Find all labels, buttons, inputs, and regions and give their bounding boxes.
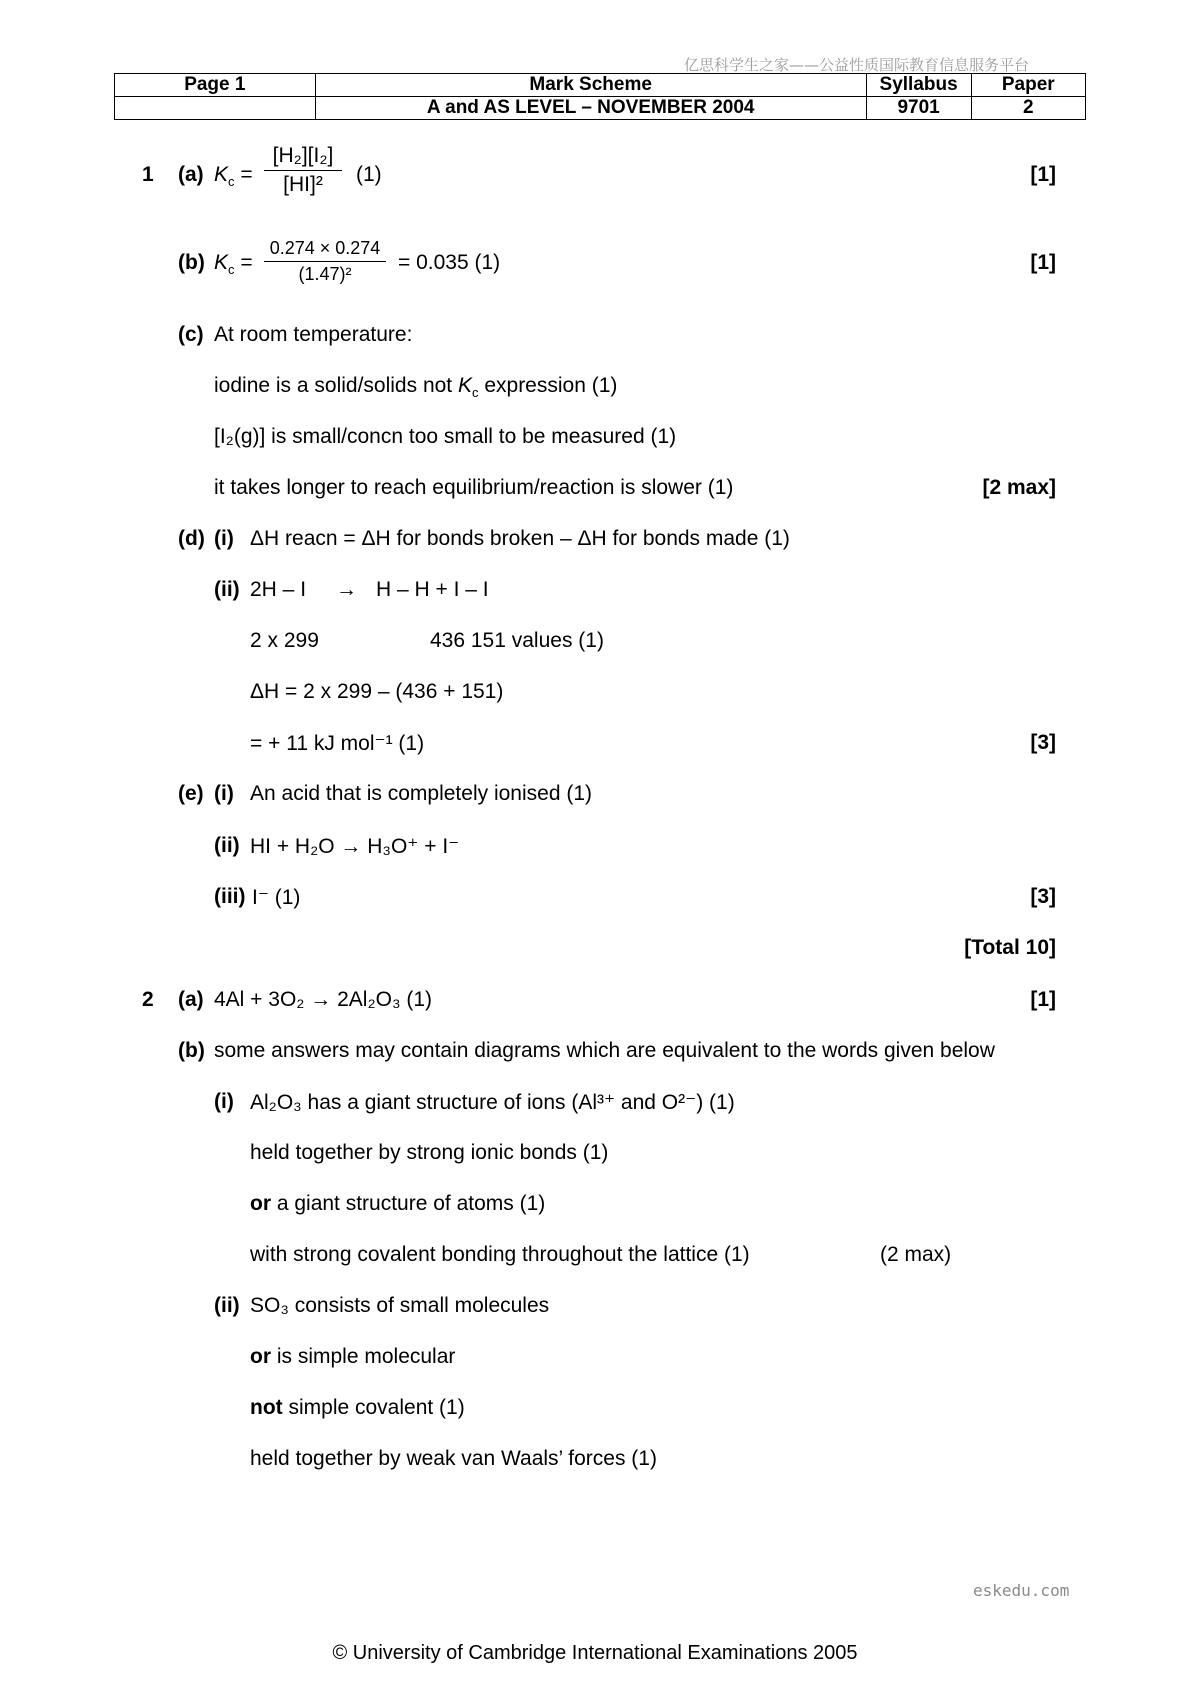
q1d-i-label: (i) xyxy=(214,527,234,550)
q1e-ii-text: HI + H₂O → H₃O⁺ + I⁻ xyxy=(250,835,460,858)
q1d-ii-eq-right: H – H + I – I xyxy=(376,578,489,601)
q1e-ii-label: (ii) xyxy=(214,834,240,857)
q1b-fraction xyxy=(264,238,386,285)
header-syllabus: 9701 xyxy=(866,97,971,120)
header-paper-label: Paper xyxy=(971,74,1086,97)
q2b-i-line1: Al₂O₃ has a giant structure of ions (Al³⁺ and O²⁻) (1) xyxy=(250,1091,735,1114)
q1d-ii-eq-left: 2H – I xyxy=(250,578,307,601)
q1d-i-text: ΔH reacn = ΔH for bonds broken – ΔH for bonds made (1) xyxy=(250,527,790,550)
q2b-i-label: (i) xyxy=(214,1090,234,1113)
q2b-i-line3: or a giant structure of atoms (1) xyxy=(250,1192,546,1215)
q2b-i-line2: held together by strong ionic bonds (1) xyxy=(250,1141,609,1164)
q1a-denominator: [HI]² xyxy=(283,173,323,196)
q2b-label: (b) xyxy=(178,1039,205,1062)
q1b-denominator: (1.47)² xyxy=(298,264,352,284)
header-table xyxy=(114,73,1086,120)
q1d-ii-line4: = + 11 kJ mol⁻¹ (1) xyxy=(250,732,425,755)
q1a-point: (1) xyxy=(356,163,382,186)
header-empty-cell xyxy=(115,97,316,120)
q1c-mark: [2 max] xyxy=(982,476,1056,499)
watermark-bottom: eskedu.com xyxy=(973,1581,1070,1600)
q2b-ii-line2: or is simple molecular xyxy=(250,1345,456,1368)
q2a-label: (a) xyxy=(178,988,204,1011)
q1e-label: (e) xyxy=(178,782,204,805)
header-level: A and AS LEVEL – NOVEMBER 2004 xyxy=(315,97,866,120)
q2b-i-max: (2 max) xyxy=(880,1243,952,1266)
q1a-label: (a) xyxy=(178,163,204,186)
q1e-iii-text: I⁻ (1) xyxy=(252,886,301,909)
q1b-mark: [1] xyxy=(1030,251,1056,274)
q1a-numerator: [H₂][I₂] xyxy=(272,144,334,167)
q1e-i-label: (i) xyxy=(214,782,234,805)
header-mark-scheme: Mark Scheme xyxy=(315,74,866,97)
q1a-mark: [1] xyxy=(1030,163,1056,186)
header-page: Page 1 xyxy=(115,74,316,97)
copyright-footer: © University of Cambridge International Examinations 2005 xyxy=(332,1642,858,1664)
question-2-number: 2 xyxy=(142,988,154,1011)
q2b-ii-line4: held together by weak van Waals’ forces (1) xyxy=(250,1447,657,1470)
q1c-line1: iodine is a solid/solids not $K_c$ expression (1) xyxy=(214,374,618,401)
q1d-mark: [3] xyxy=(1030,731,1056,754)
header-paper: 2 xyxy=(971,97,1086,120)
q1e-i-text: An acid that is completely ionised (1) xyxy=(250,782,592,805)
q1a-kc: $K_c$ = xyxy=(214,163,253,190)
q1d-ii-arrow: → xyxy=(336,578,357,601)
q1d-ii-label: (ii) xyxy=(214,578,240,601)
q2b-i-line4: with strong covalent bonding throughout the lattice (1) xyxy=(250,1243,750,1266)
q2b-ii-line3: not simple covalent (1) xyxy=(250,1396,465,1419)
q1b-kc: $K_c$ = xyxy=(214,251,253,278)
q1e-mark: [3] xyxy=(1030,885,1056,908)
q2b-ii-label: (ii) xyxy=(214,1294,240,1317)
q1a-fraction xyxy=(264,144,342,197)
q1c-label: (c) xyxy=(178,323,204,346)
q1c-line3: it takes longer to reach equilibrium/reaction is slower (1) xyxy=(214,476,734,499)
question-1-number: 1 xyxy=(142,163,154,186)
q1d-ii-line2-left: 2 x 299 xyxy=(250,629,319,652)
q1d-label: (d) xyxy=(178,527,205,550)
q1d-ii-line3: ΔH = 2 x 299 – (436 + 151) xyxy=(250,680,504,703)
q1d-ii-line2-right: 436 151 values (1) xyxy=(430,629,604,652)
q2b-intro: some answers may contain diagrams which are equivalent to the words given below xyxy=(214,1039,995,1062)
q2a-mark: [1] xyxy=(1030,988,1056,1011)
header-syllabus-label: Syllabus xyxy=(866,74,971,97)
q1b-numerator: 0.274 × 0.274 xyxy=(269,238,381,258)
watermark-top: 亿思科学生之家——公益性质国际教育信息服务平台 xyxy=(684,56,1030,74)
q1b-label: (b) xyxy=(178,251,205,274)
q2a-text: 4Al + 3O₂ → 2Al₂O₃ (1) xyxy=(214,988,433,1011)
q1e-iii-label: (iii) xyxy=(214,885,246,908)
q1c-line2: [I₂(g)] is small/concn too small to be measured (1) xyxy=(214,425,677,448)
q1-total: [Total 10] xyxy=(964,936,1056,959)
q2b-ii-line1: SO₃ consists of small molecules xyxy=(250,1294,550,1317)
q1b-result: = 0.035 (1) xyxy=(398,251,501,274)
q1c-intro: At room temperature: xyxy=(214,323,413,346)
